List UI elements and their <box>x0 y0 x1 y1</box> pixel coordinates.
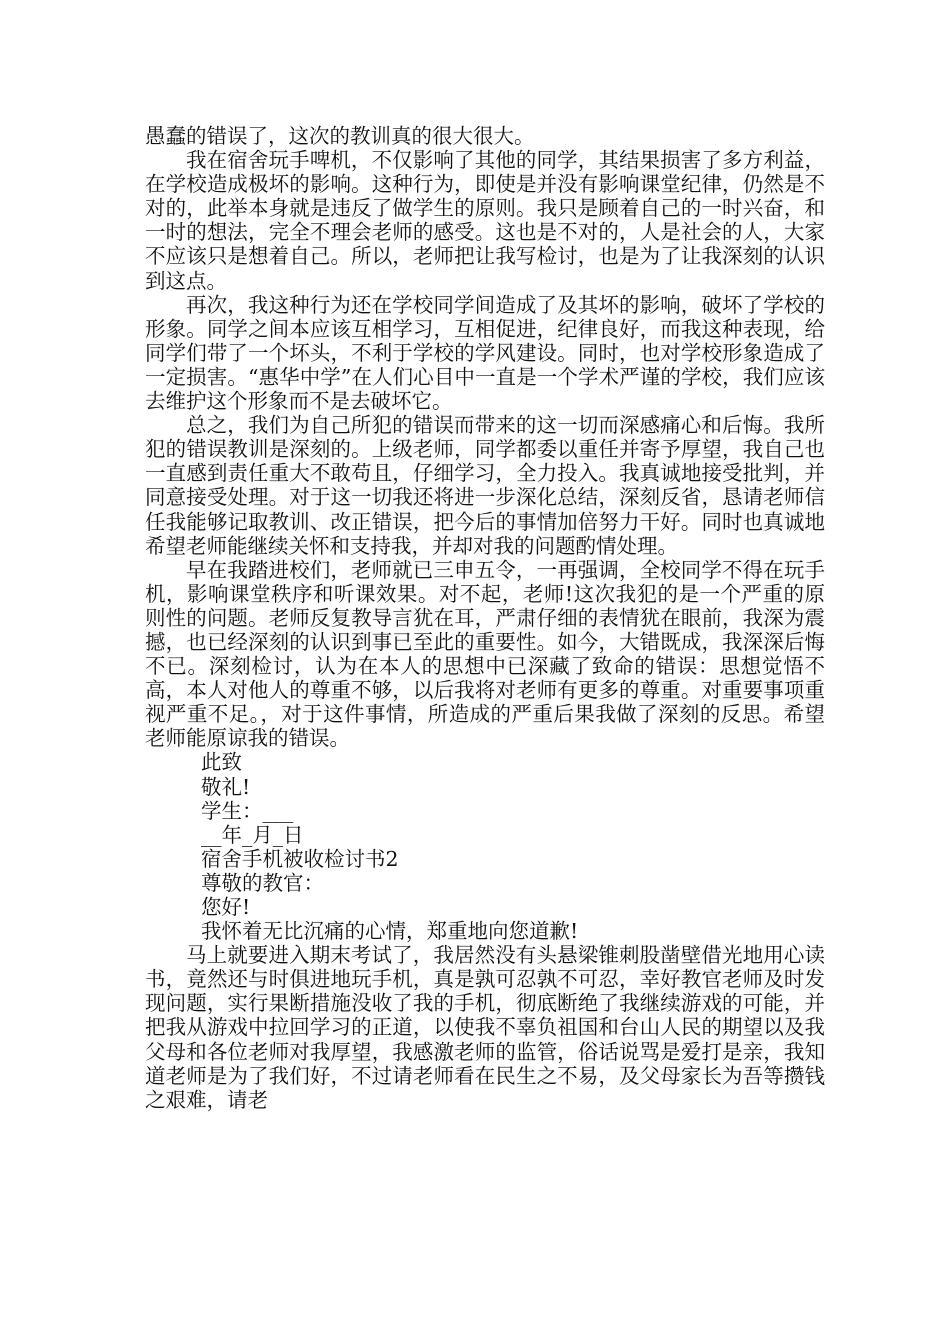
student-signature-line: 学生：___ <box>201 798 294 823</box>
paragraph-final: 马上就要进入期末考试了，我居然没有头悬梁锥刺股凿壁借光地用心读书，竟然还与时俱进地玩手机，真是孰可忍孰不可忍，幸好教官老师及时发现问题，实行果断措施没收了我的手机，彻底断绝了我继续游戏的可能，并把我从游戏中拉回学习的正道，以使我不辜负祖国和台山人民的期望以及我父母和各位老师对我厚望，我感激老师的监管，俗话说骂是爱打是亲，我知道老师是为了我们好，不过请老师看在民生之不易，及父母家长为吾等攒钱之艰难，请老 <box>145 943 825 1112</box>
paragraph-2: 我在宿舍玩手啤机，不仅影响了其他的同学，其结果损害了多方利益，在学校造成极坏的影响。这种行为，即使是并没有影响课堂纪律，仍然是不对的，此举本身就是违反了做学生的原则。我只是顾着自己的一时兴奋，和一时的想法，完全不理会老师的感受。这也是不对的，人是社会的人，大家不应该只是想着自己。所以，老师把让我写检讨，也是为了让我深刻的认识到这点。 <box>145 148 825 293</box>
document-page <box>145 124 825 1112</box>
section-title: 宿舍手机被收检讨书2 <box>201 846 399 871</box>
paragraph-3: 再次，我这种行为还在学校同学间造成了及其坏的影响，破坏了学校的形象。同学之间本应该互相学习，互相促进，纪律良好，而我这种表现，给同学们带了一个坏头，不利于学校的学风建设。同时，也对学校形象造成了一定损害。“惠华中学”在人们心目中一直是一个学术严谨的学校，我们应该去维护这个形象而不是去破坏它。 <box>145 292 825 414</box>
greeting-line: 您好! <box>201 895 251 919</box>
paragraph-4: 总之，我们为自己所犯的错误而带来的这一切而深感痛心和后悔。我所犯的错误教训是深刻的。上级老师，同学都委以重任并寄予厚望，我自己也一直感到责任重大不敢苟且，仔细学习，全力投入。我真诚地接受批判，并同意接受处理。对于这一切我还将进一步深化总结，深刻反省，恳请老师信任我能够记取教训、改正错误，把今后的事情加倍努力干好。同时也真诚地希望老师能继续关怀和支持我，并却对我的问题酌情处理。 <box>145 413 825 558</box>
apology-line: 我怀着无比沉痛的心情，郑重地向您道歉! <box>201 919 579 944</box>
paragraph-1: 愚蠢的错误了，这次的教训真的很大很大。 <box>145 124 535 148</box>
date-line: __年_月_日 <box>201 822 304 847</box>
paragraph-5: 早在我踏进校们，老师就已三申五令，一再强调，全校同学不得在玩手机，影响课堂秩序和听课效果。对不起，老师!这次我犯的是一个严重的原则性的问题。老师反复教导言犹在耳，严肃仔细的表情犹在眼前，我深为震撼，也已经深刻的认识到事已至此的重要性。如今，大错既成，我深深后悔不已。深刻检讨，认为在本人的思想中已深藏了致命的错误：思想觉悟不高，本人对他人的尊重不够，以后我将对老师有更多的尊重。对重要事项重视严重不足。，对于这件事情，所造成的严重后果我做了深刻的反思。希望老师能原谅我的错误。 <box>145 557 825 751</box>
closing-respect: 敬礼! <box>201 774 251 799</box>
addressee-line: 尊敬的教官： <box>201 870 324 895</box>
closing-salutation: 此致 <box>201 750 242 775</box>
